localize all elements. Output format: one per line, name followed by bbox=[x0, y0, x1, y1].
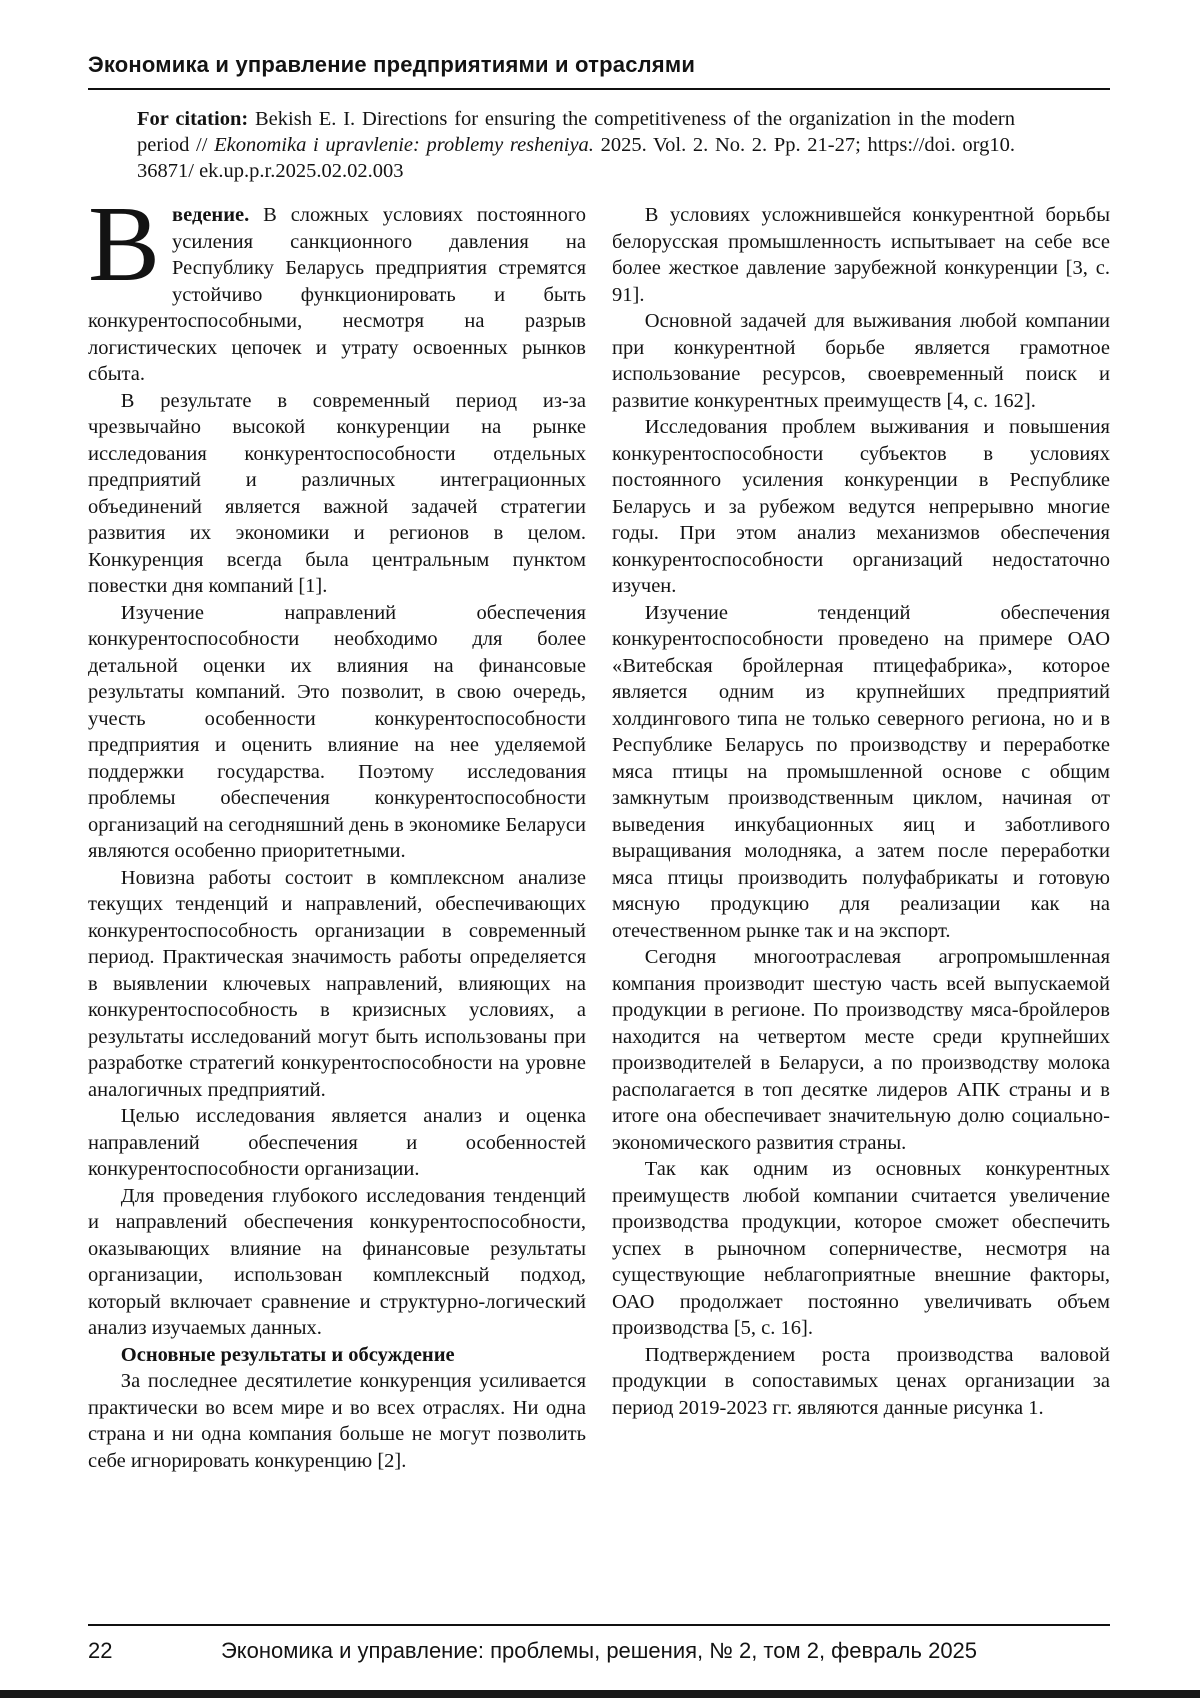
header-rule bbox=[88, 88, 1110, 90]
paragraph: Так как одним из основных конкурентных преимуществ любой компании считается увеличение производства продукции, которое сможет обеспечить успех в рыночном соперничестве, несмотря на существующие неблагоприятные внешние факторы, ОАО продолжает постоянно увеличивать объем производства [5, с. 16]. bbox=[612, 1158, 1110, 1339]
citation-block bbox=[137, 106, 1015, 184]
paragraph: Подтверждением роста производства валовой продукции в сопоставимых ценах организации за период 2019-2023 гг. являются данные рисунка 1. bbox=[612, 1343, 1110, 1419]
paragraph: Основной задачей для выживания любой компании при конкурентной борьбе является грамотное использование ресурсов, своевременный поиск и развитие конкурентных преимуществ [4, с. 162]. bbox=[612, 310, 1110, 412]
paragraph: Исследования проблем выживания и повышения конкурентоспособности субъектов в условиях постоянного усиления конкуренции в Республике Беларусь и за рубежом ведутся непрерывно многие годы. При этом анализ механизмов обеспечения конкурентоспособности организаций недостаточно изучен. bbox=[612, 416, 1110, 597]
intro-lead-word: ведение. bbox=[172, 204, 250, 226]
paragraph: Изучение тенденций обеспечения конкурентоспособности проведено на примере ОАО «Витебская бройлерная птицефабрика», которое является одним из крупнейших предприятий холдингового типа не только северного региона, но и в Республике Беларусь по производству и переработке мяса птицы на промышленной основе с общим замкнутым производственным циклом, начиная от выведения инкубационных яиц и заботливого выращивания молодняка, а затем после переработки мяса птицы производить полуфабрикаты и готовую мясную продукцию для реализации как на отечественном рынке так и на экспорт. bbox=[612, 601, 1110, 942]
citation-text-after: 2025. Vol. 2. No. 2. Pp. 21-27; https://doi. org10. 36871/ ek.up.p.r.2025.02.02.003 bbox=[137, 134, 1016, 182]
paragraph: За последнее десятилетие конкуренция усиливается практически во всем мире и во всех отраслях. Ни одна страна и ни одна компания больше не могут позволить себе игнорировать конкуренцию [2]. bbox=[88, 1370, 586, 1472]
page-header bbox=[88, 52, 1110, 90]
article-body bbox=[88, 185, 1110, 1474]
paragraph: В результате в современный период из-за чрезвычайно высокой конкуренции на рынке исследования конкурентоспособности отдельных предприятий и различных интеграционных объединений является важной задачей стратегии развития их экономики и регионов в целом. Конкуренция всегда была центральным пунктом повестки дня компаний [1]. bbox=[88, 389, 586, 597]
running-head: Экономика и управление предприятиями и отраслями bbox=[88, 52, 696, 77]
paragraph: В условиях усложнившейся конкурентной борьбы белорусская промышленность испытывает на себе все более жесткое давление зарубежной конкуренции [3, с. 91]. bbox=[612, 204, 1110, 306]
paragraph: Новизна работы состоит в комплексном анализе текущих тенденций и направлений, обеспечивающих конкурентоспособность организации в современный период. Практическая значимость работы определяется в выявлении ключевых направлений, влияющих на конкурентоспособность в кризисных условиях, а результаты исследований могут быть использованы при разработке стратегий конкурентоспособности на уровне аналогичных предприятий. bbox=[88, 866, 586, 1101]
citation-text-before: Bekish E. I. Directions for ensuring the competitiveness of the organization in the modern period // bbox=[137, 108, 1015, 156]
intro-paragraph bbox=[88, 185, 586, 388]
citation-journal-title: Ekonomika i upravlenie: problemy resheniya. bbox=[214, 134, 594, 156]
left-column bbox=[88, 185, 586, 1474]
section-heading: Основные результаты и обсуждение bbox=[120, 1343, 455, 1366]
paragraph: Изучение направлений обеспечения конкурентоспособности необходимо для более детальной оценки их влияния на финансовые результаты компаний. Это позволит, в свою очередь, учесть особенности конкурентоспособности предприятия и оценить влияние на нее уделяемой поддержки государства. Поэтому исследования проблемы обеспечения конкурентоспособности организаций на сегодняшний день в экономике Беларуси являются особенно приоритетными. bbox=[88, 601, 586, 862]
page-bottom-edge bbox=[0, 1690, 1200, 1698]
drop-cap: В bbox=[88, 185, 161, 304]
paragraph: Для проведения глубокого исследования тенденций и направлений обеспечения конкурентоспособности, оказывающих влияние на финансовые результаты организации, использован комплексный подход, который включает сравнение и структурно-логический анализ изучаемых данных. bbox=[88, 1184, 586, 1339]
paragraph: Сегодня многоотраслевая агропромышленная компания производит шестую часть всей выпускаемой продукции в регионе. По производству мяса-бройлеров находится на четвертом месте среди крупнейших производителей в Беларуси, а по производству молока располагается в топ десятке лидеров АПК страны и в итоге она обеспечивает значительную долю социально-экономического развития страны. bbox=[612, 946, 1110, 1154]
intro-text: В сложных условиях постоянного усиления санкционного давления на Республику Беларусь предприятия стремятся устойчиво функционировать и быть конкурентоспособными, несмотря на разрыв логистических цепочек и утрату освоенных рынков сбыта. bbox=[88, 204, 586, 385]
footer-line bbox=[88, 1638, 1110, 1664]
right-column bbox=[612, 202, 1110, 1474]
page-number: 22 bbox=[88, 1638, 113, 1663]
page-footer bbox=[88, 1624, 1110, 1664]
paragraph: Целью исследования является анализ и оценка направлений обеспечения и особенностей конкурентоспособности организации. bbox=[88, 1105, 586, 1180]
citation-label: For citation: bbox=[137, 108, 249, 130]
footer-journal-line: Экономика и управление: проблемы, решения, № 2, том 2, февраль 2025 bbox=[220, 1638, 978, 1663]
footer-rule bbox=[88, 1624, 1110, 1626]
